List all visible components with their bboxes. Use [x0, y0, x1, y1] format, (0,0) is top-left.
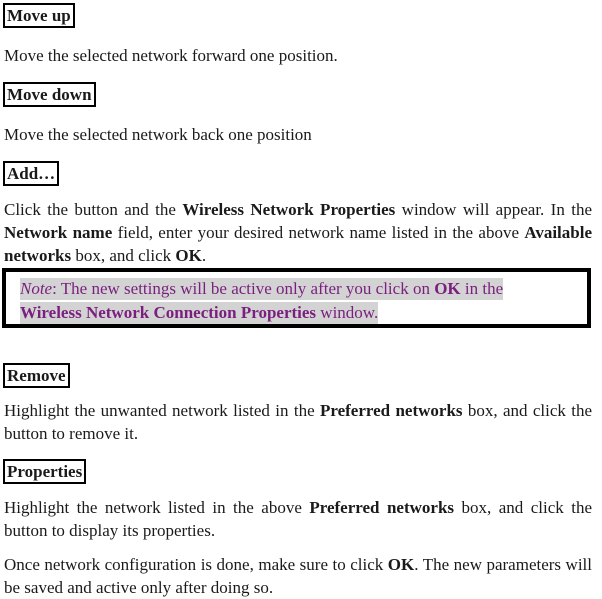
- term-move-down: Move down: [3, 82, 96, 107]
- term-remove: Remove: [3, 363, 70, 388]
- closing-paragraph: Once network configuration is done, make sure to click OK. The new parameters will be saved and active only after doing so.: [4, 555, 593, 597]
- note-label: Note: [20, 279, 53, 298]
- note-line-1: Note: The new settings will be active only after you click on OK in the: [20, 279, 504, 298]
- properties-description: Highlight the network listed in the above Preferred networks box, and click the button to display its properties.: [4, 498, 593, 540]
- note-line-2: Wireless Network Connection Properties window.: [20, 303, 379, 322]
- move-down-description: Move the selected network back one position: [4, 125, 312, 144]
- remove-description: Highlight the unwanted network listed in the Preferred networks box, and click the button to remove it.: [4, 401, 593, 443]
- term-properties: Properties: [3, 459, 86, 484]
- term-add: Add…: [3, 161, 59, 186]
- move-up-description: Move the selected network forward one position.: [4, 46, 338, 65]
- term-move-up: Move up: [3, 3, 75, 28]
- add-description: Click the button and the Wireless Network Properties window will appear. In the Network name field, enter your desired network name listed in the above Available networks box, and click OK.: [4, 200, 592, 265]
- note-box: [2, 268, 591, 328]
